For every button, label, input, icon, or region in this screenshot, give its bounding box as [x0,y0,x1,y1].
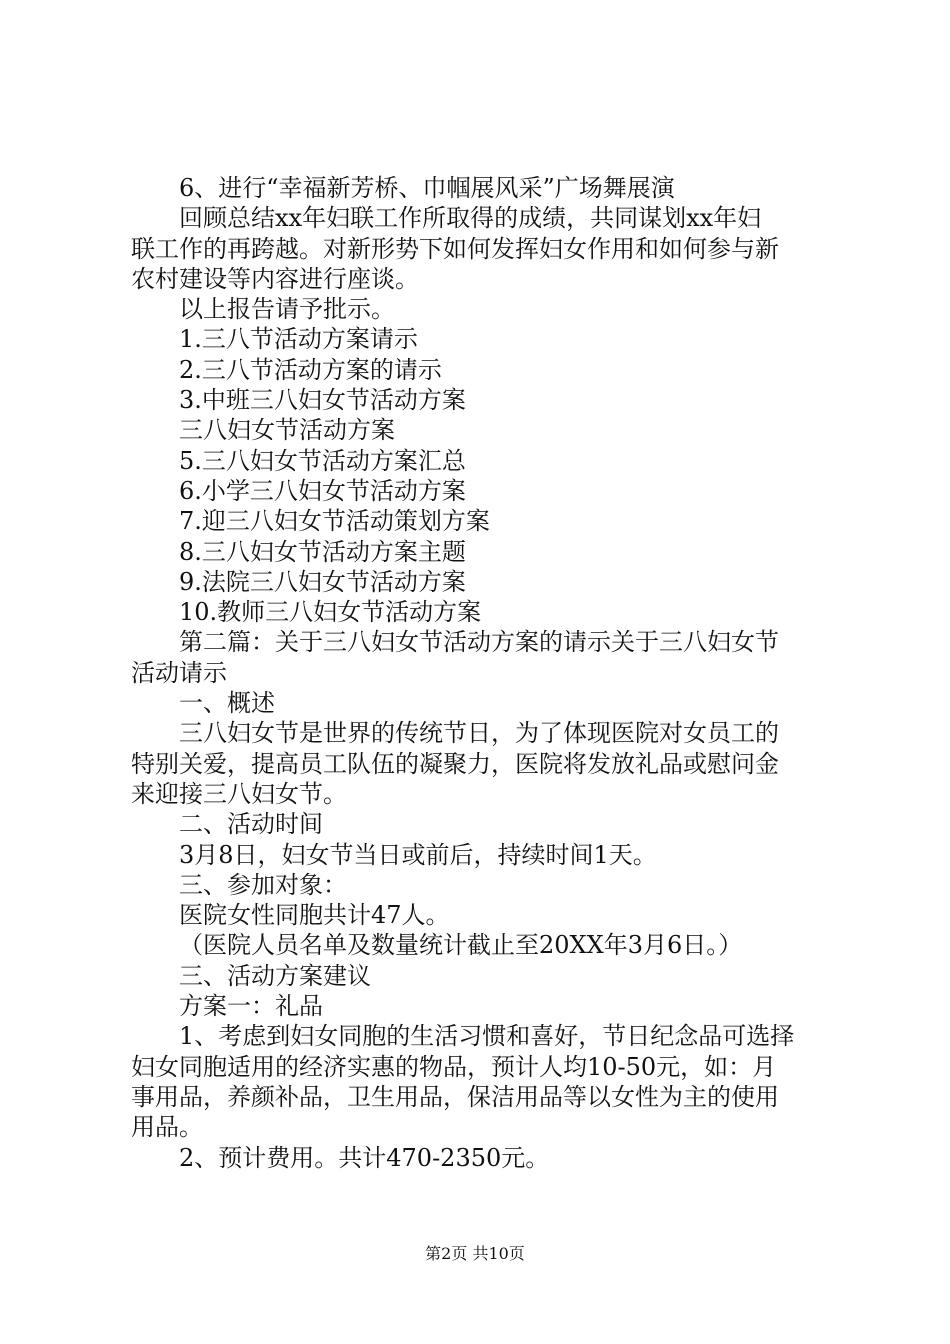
text-line: 医院女性同胞共计47人。 [179,901,450,930]
text-line: 活动请示 [131,658,227,687]
text-line: 回顾总结xx年妇联工作所取得的成绩，共同谋划xx年妇 [179,204,762,233]
text-line: 3月8日，妇女节当日或前后，持续时间1天。 [179,840,657,869]
text-line: 三八妇女节活动方案 [179,416,395,445]
text-line: 事用品，养颜补品，卫生用品，保洁用品等以女性为主的使用 [131,1082,779,1111]
text-line: 7.迎三八妇女节活动策划方案 [179,507,490,536]
text-line: 特别关爱，提高员工队伍的凝聚力，医院将发放礼品或慰问金 [131,749,779,778]
text-line: 5.三八妇女节活动方案汇总 [179,446,466,475]
text-line: 6.小学三八妇女节活动方案 [179,476,466,505]
text-line: 10.教师三八妇女节活动方案 [179,598,482,627]
text-line: 方案一：礼品 [179,992,323,1021]
text-line: 三、参加对象： [179,870,347,899]
text-line: 来迎接三八妇女节。 [131,779,347,808]
text-line: 9.法院三八妇女节活动方案 [179,567,466,596]
document-body [131,173,831,1173]
text-line: 农村建设等内容进行座谈。 [131,264,419,293]
text-line: 1.三八节活动方案请示 [179,325,418,354]
text-line: 以上报告请予批示。 [179,295,395,324]
text-line: 2、预计费用。共计470-2350元。 [179,1143,550,1172]
text-line: 8.三八妇女节活动方案主题 [179,537,466,566]
text-line: （医院人员名单及数量统计截止至20XX年3月6日。） [179,931,743,960]
text-line: 一、概述 [179,689,275,718]
text-line: 2.三八节活动方案的请示 [179,355,442,384]
text-line: 6、进行“幸福新芳桥、巾帼展风采”广场舞展演 [179,174,675,202]
text-line: 联工作的再跨越。对新形势下如何发挥妇女作用和如何参与新 [131,234,779,263]
text-line: 第二篇：关于三八妇女节活动方案的请示关于三八妇女节 [179,628,779,657]
text-line: 用品。 [131,1113,203,1142]
text-line: 1、考虑到妇女同胞的生活习惯和喜好，节日纪念品可选择 [179,1022,795,1051]
text-line: 二、活动时间 [179,810,323,839]
text-line: 3.中班三八妇女节活动方案 [179,386,466,415]
page-footer: 第2页 共10页 [425,1244,525,1263]
text-line: 三八妇女节是世界的传统节日，为了体现医院对女员工的 [179,719,779,748]
text-line: 妇女同胞适用的经济实惠的物品，预计人均10-50元，如：月 [131,1052,777,1081]
text-line: 三、活动方案建议 [179,961,371,990]
